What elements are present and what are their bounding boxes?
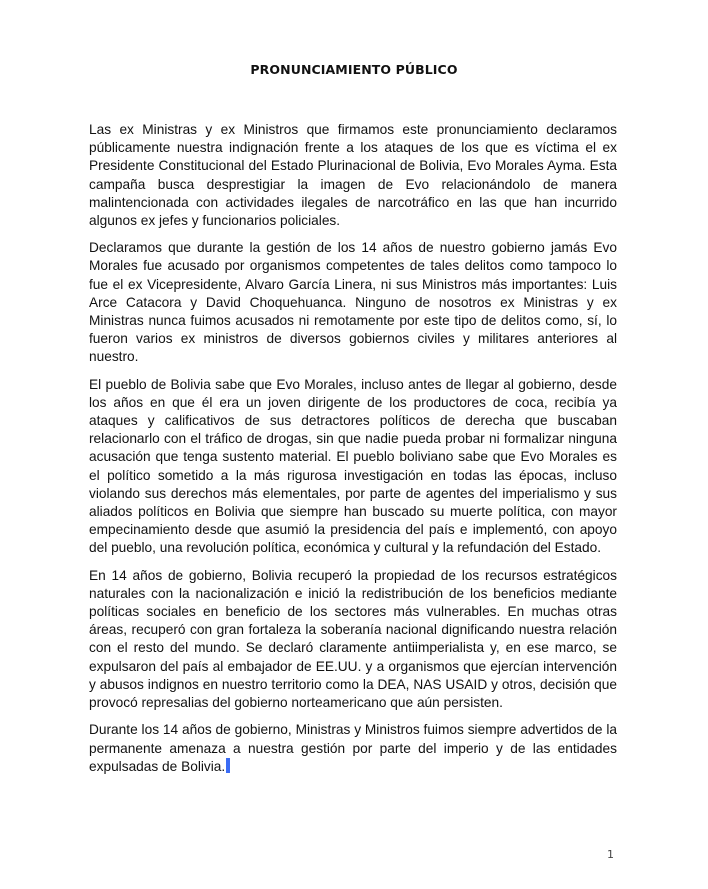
document-title: PRONUNCIAMIENTO PÚBLICO [250, 62, 458, 77]
paragraph-2: Declaramos que durante la gestión de los 14 años de nuestro gobierno jamás Evo Morales fue acusado por organismos competentes de tales delitos como tampoco lo fue el ex Vicepresidente, Alvaro García Linera, ni sus Ministros más importantes: Luis Arce Catacora y David Choquehuanca. Ninguno de nosotros ex Ministras y ex Ministras nunca fuimos acusados ni remotamente por este tipo de delitos como, sí, lo fueron varios ex ministros de diversos gobiernos civiles y militares anteriores al nuestro. [89, 240, 617, 365]
paragraph-5[interactable] [89, 721, 617, 776]
paragraph-5-text: Durante los 14 años de gobierno, Ministras y Ministros fuimos siempre advertidos de la permanente amenaza a nuestra gestión por parte del imperio y de las entidades expulsadas de Bolivia. [89, 722, 617, 774]
document-body [89, 121, 617, 785]
paragraph-1: Las ex Ministras y ex Ministros que firmamos este pronunciamiento declaramos públicamente nuestra indignación frente a los ataques de los que es víctima el ex Presidente Constitucional del Estado Plurinacional de Bolivia, Evo Morales Ayma. Esta campaña busca desprestigiar la imagen de Evo relacionándolo de manera malintencionada con actividades ilegales de narcotráfico en las que han incurrido algunos ex jefes y funcionarios policiales. [89, 122, 617, 229]
paragraph-4: En 14 años de gobierno, Bolivia recuperó la propiedad de los recursos estratégicos naturales con la nacionalización e inició la redistribución de los beneficios mediante políticas sociales en beneficio de los sectores más vulnerables. En muchas otras áreas, recuperó con gran fortaleza la soberanía nacional dignificando nuestra relación con el resto del mundo. Se declaró claramente antiimperialista y, en ese marco, se expulsaron del país al embajador de EE.UU. y a organismos que ejercían intervención y abusos indignos en nuestro territorio como la DEA, NAS USAID y otros, decisión que provocó represalias del gobierno norteamericano que aún persisten. [89, 567, 617, 711]
text-cursor-icon [226, 758, 230, 773]
paragraph-3: El pueblo de Bolivia sabe que Evo Morales, incluso antes de llegar al gobierno, desde los años en que él era un joven dirigente de los productores de coca, recibía ya ataques y calificativos de sus detractores políticos de derecha que buscaban relacionarlo con el tráfico de drogas, sin que nadie pueda probar ni formalizar ninguna acusación que tenga sustento material. El pueblo boliviano sabe que Evo Morales es el político sometido a la más rigurosa investigación en todas las épocas, incluso violando sus derechos más elementales, por parte de agentes del imperialismo y sus aliados políticos en Bolivia que siempre han buscado su muerte política, con mayor empecinamiento desde que asumió la presidencia del país e implementó, con apoyo del pueblo, una revolución política, económica y cultural y la refundación del Estado. [89, 376, 617, 556]
page-number: 1 [607, 848, 614, 861]
